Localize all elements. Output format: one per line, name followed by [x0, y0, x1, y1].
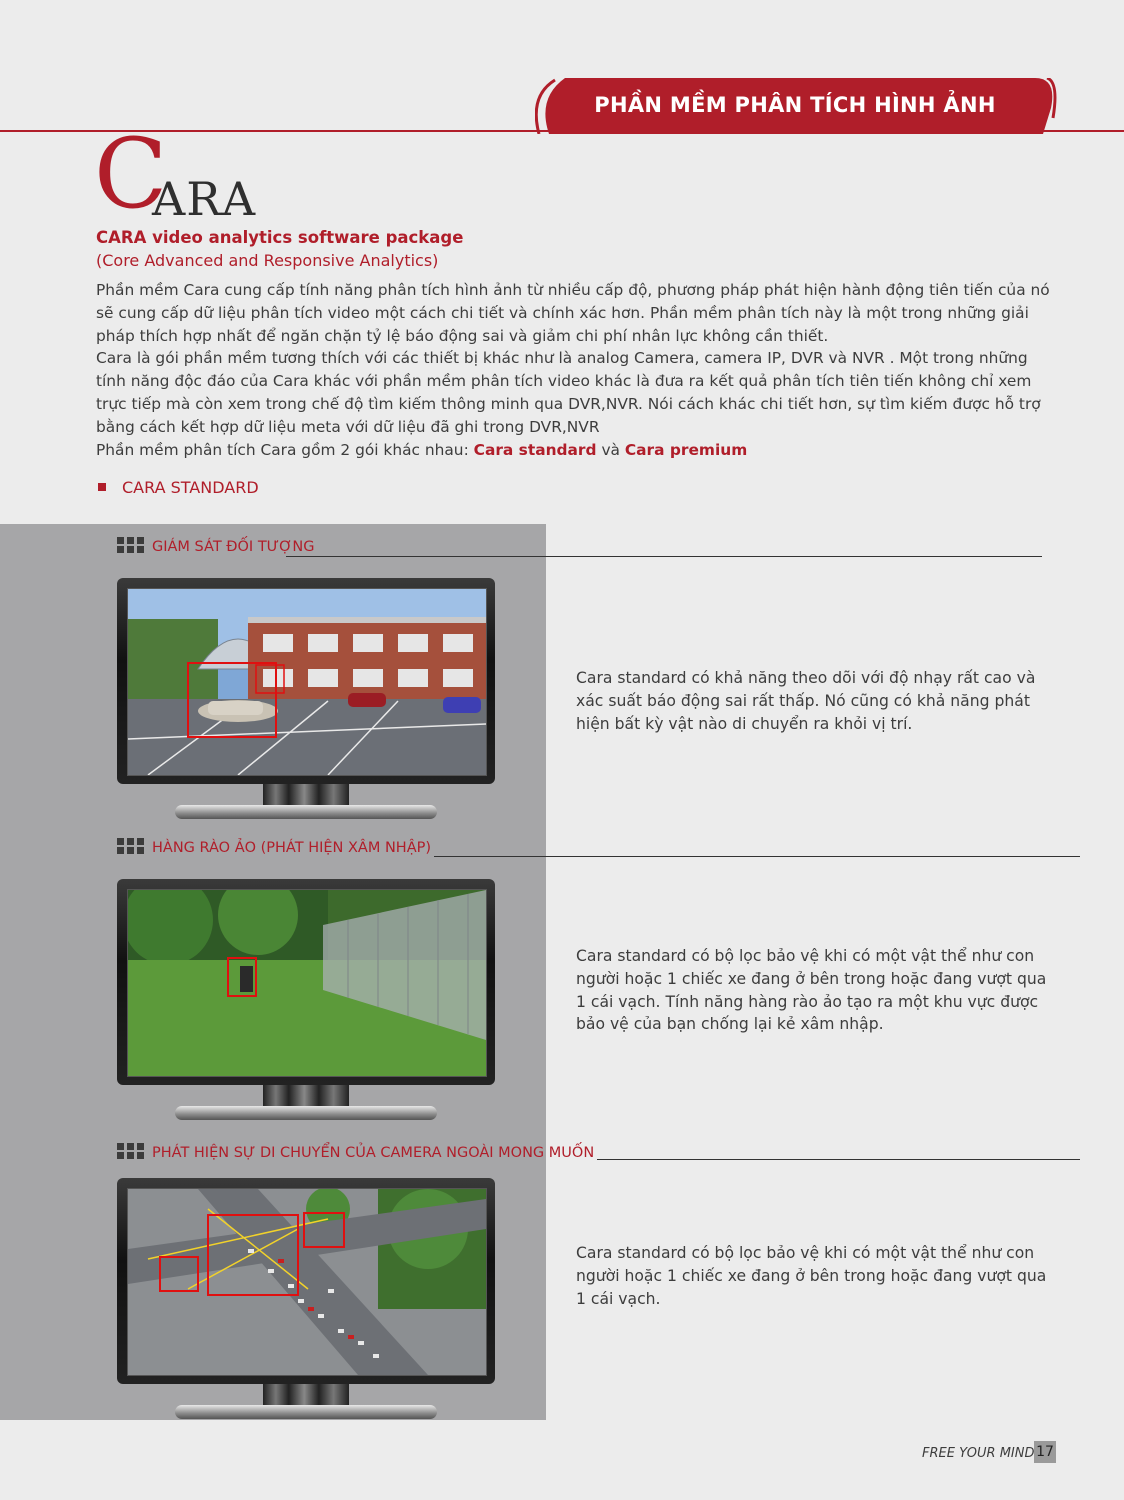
feature-description: Cara standard có bộ lọc bảo vệ khi có một vật thể như con người hoặc 1 chiếc xe đang ở bên trong hoặc đang vượt qua 1 cái vạch. [576, 1244, 1047, 1308]
intro-p3-prefix: Phần mềm phân tích Cara gồm 2 gói khác nhau: [96, 440, 474, 459]
cara-standard-highlight: Cara standard [473, 440, 597, 459]
tv-stand-base [175, 1106, 437, 1120]
grid-icon [117, 838, 144, 854]
intersection-aerial-image [127, 1188, 487, 1376]
intro-paragraph-3 [96, 439, 1058, 462]
intro-paragraph-1: Phần mềm Cara cung cấp tính năng phân tích hình ảnh từ nhiều cấp độ, phương pháp phát hiện hành động tiên tiến của nó sẽ cung cấp dữ liệu phân tích video một cách chi tiết và chính xác hơn. Phần mềm phân tích này là một trong những giải pháp thích hợp nhất để ngăn chặn tỷ lệ báo động sai và giảm chi phí nhân lực không cần thiết. [96, 281, 1050, 345]
footer-slogan: FREE YOUR MIND [922, 1446, 1035, 1461]
tv-stand-base [175, 805, 437, 819]
feature-rule [434, 856, 1080, 857]
intro-text [96, 279, 1058, 461]
feature-title: HÀNG RÀO ẢO (PHÁT HIỆN XÂM NHẬP) [152, 840, 432, 856]
tv-stand-neck [263, 1384, 349, 1406]
cara-logo [94, 118, 314, 230]
feature-title: PHÁT HIỆN SỰ DI CHUYỂN CỦA CAMERA NGOÀI MONG MUỐN [152, 1145, 595, 1161]
tv-stand-neck [263, 784, 349, 806]
banner-title: PHẦN MỀM PHÂN TÍCH HÌNH ẢNH [594, 93, 996, 117]
tv-stand-base [175, 1405, 437, 1419]
grid-icon [117, 1143, 144, 1159]
logo-initial: C [94, 118, 168, 230]
feature-heading [117, 537, 314, 555]
feature-description: Cara standard có khả năng theo dõi với độ nhạy rất cao và xác suất báo động sai rất thấp. Nó cũng có khả năng phát hiện bất kỳ vật nào di chuyển ra khỏi vị trí. [576, 669, 1036, 733]
section-title-cara-standard [98, 478, 259, 497]
grid-icon [117, 537, 144, 553]
section-title-text: CARA STANDARD [122, 478, 259, 497]
tv-stand-neck [263, 1085, 349, 1107]
feature-title: GIÁM SÁT ĐỐI TƯỢNG [152, 539, 315, 555]
feature-rule [597, 1159, 1080, 1160]
feature-heading [117, 838, 431, 856]
feature-rule [286, 556, 1042, 557]
intro-p3-mid: và [596, 440, 625, 459]
logo-text: ARA [152, 172, 257, 226]
product-subtitle-expansion: (Core Advanced and Responsive Analytics) [96, 251, 439, 270]
fence-field-image [127, 889, 487, 1077]
intro-paragraph-2: Cara là gói phần mềm tương thích với các thiết bị khác như là analog Camera, camera IP, DVR và NVR . Một trong những tính năng độc đáo của Cara khác với phần mềm phân tích video khác là đưa ra kết quả phân tích tiên tiến không chỉ xem trực tiếp mà còn xem trong chế độ tìm kiếm thông minh qua DVR,NVR. Nói cách khác chi tiết hơn, sự tìm kiếm được hỗ trợ bằng cách kết hợp dữ liệu meta với dữ liệu đã ghi trong DVR,NVR [96, 349, 1041, 436]
cara-premium-highlight: Cara premium [624, 440, 748, 459]
square-bullet-icon [98, 483, 106, 491]
product-subtitle: CARA video analytics software package [96, 228, 464, 247]
feature-description: Cara standard có bộ lọc bảo vệ khi có một vật thể như con người hoặc 1 chiếc xe đang ở bên trong hoặc đang vượt qua 1 cái vạch. Tính năng hàng rào ảo tạo ra một khu vực được bảo vệ của bạn chống lại kẻ xâm nhập. [576, 947, 1047, 1034]
parking-lot-image [127, 588, 487, 776]
feature-heading [117, 1143, 594, 1161]
page-number: 17 [1034, 1441, 1056, 1463]
